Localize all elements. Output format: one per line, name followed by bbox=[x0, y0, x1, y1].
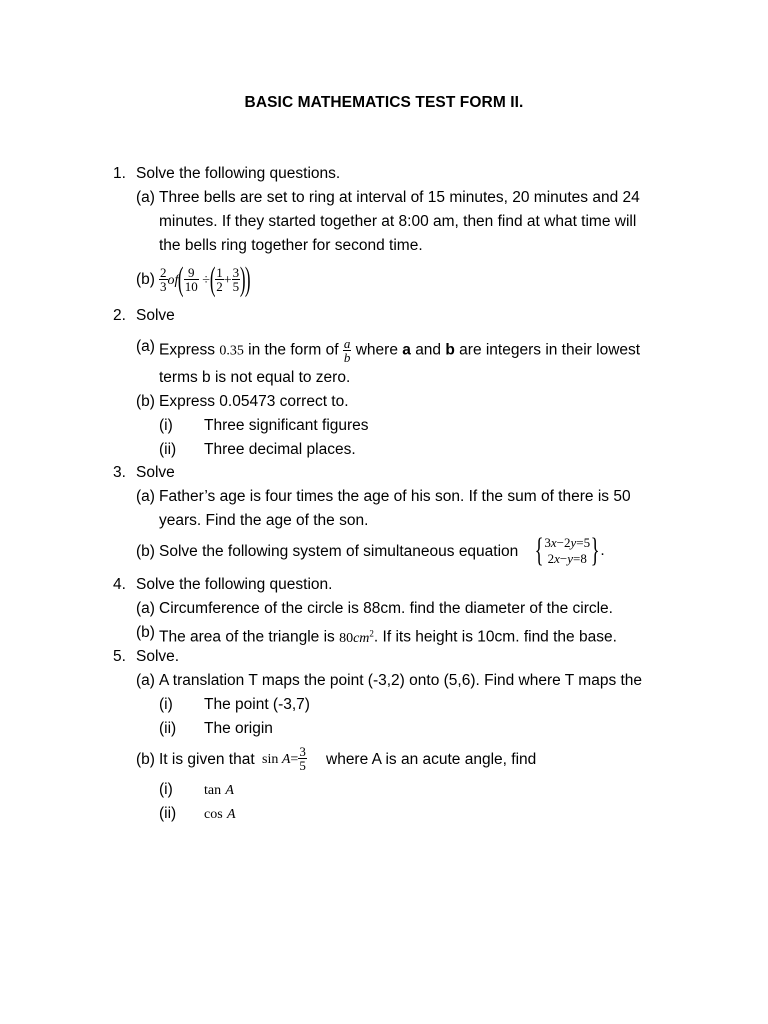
q3b-label: (b) bbox=[136, 543, 155, 560]
q2a-bold-a: a bbox=[402, 341, 411, 359]
q5b-sin-expression: sin A= $\frac{3}{5}$ bbox=[262, 744, 306, 774]
q4b-exp: 2 bbox=[369, 628, 374, 638]
q4-number: 4. bbox=[113, 576, 126, 593]
q2-text: Solve bbox=[136, 307, 175, 324]
q2b-label: (b) bbox=[136, 393, 155, 410]
q5b-i-fn: tan bbox=[204, 783, 222, 798]
q5a-ii-text: The origin bbox=[204, 720, 273, 737]
q1-number: 1. bbox=[113, 165, 126, 182]
q3a-line1: Father’s age is four times the age of his son. If the sum of there is 50 bbox=[159, 488, 631, 505]
q5a-ii-label: (ii) bbox=[159, 720, 177, 737]
q1a-label: (a) bbox=[136, 189, 155, 206]
q2a-label: (a) bbox=[136, 338, 155, 355]
q5b-ii-expr: cos A bbox=[204, 807, 236, 822]
q3b-text: Solve the following system of simultaneous equation bbox=[159, 543, 519, 560]
q4a-label: (a) bbox=[136, 600, 155, 617]
q4b-line bbox=[159, 623, 617, 649]
q5b-ii-label: (ii) bbox=[159, 805, 177, 822]
q2b-i-label: (i) bbox=[159, 417, 173, 434]
q5b-post: where A is an acute angle, find bbox=[326, 751, 537, 768]
q3a-label: (a) bbox=[136, 488, 155, 505]
q4a-text: Circumference of the circle is 88cm. find the diameter of the circle. bbox=[159, 600, 613, 617]
q2a-post2: are integers in their lowest bbox=[459, 341, 641, 359]
q2b-i-text: Three significant figures bbox=[204, 417, 369, 434]
q2a-mid: in the form of bbox=[248, 341, 339, 359]
q5a-label: (a) bbox=[136, 672, 155, 689]
frac-3-5-sin: $\frac{3}{5}$ bbox=[299, 744, 306, 774]
frac-2-3: $\frac{2}{3}$ bbox=[160, 265, 167, 295]
q4b-pre: The area of the triangle is bbox=[159, 628, 335, 646]
frac-a-b: $\frac{a}{b}$ bbox=[343, 336, 351, 365]
q3-text: Solve bbox=[136, 464, 175, 481]
q4b-area: 80 bbox=[339, 630, 354, 646]
q2a-and: and bbox=[415, 341, 442, 359]
q1a-line1: Three bells are set to ring at interval of 15 minutes, 20 minutes and 24 bbox=[159, 189, 640, 206]
q5a-i-text: The point (-3,7) bbox=[204, 696, 310, 713]
q5b-pre: It is given that bbox=[159, 751, 255, 768]
q1a-line2: minutes. If they started together at 8:00 am, then find at what time will bbox=[159, 213, 637, 230]
q2a-line1 bbox=[159, 337, 640, 364]
q2a-post1: where bbox=[355, 341, 398, 359]
q3a-line2: years. Find the age of the son. bbox=[159, 512, 369, 529]
q4-text: Solve the following question. bbox=[136, 576, 333, 593]
q2a-bold-b: b bbox=[445, 341, 455, 359]
q4b-label: (b) bbox=[136, 624, 155, 641]
equation-system: 3x−2y=5 2x−y=8 bbox=[544, 534, 591, 566]
q5a-text: A translation T maps the point (-3,2) onto (5,6). Find where T maps the bbox=[159, 672, 643, 689]
q5b-i-label: (i) bbox=[159, 781, 173, 798]
q2a-pre: Express bbox=[159, 341, 215, 359]
page-title: BASIC MATHEMATICS TEST FORM II. bbox=[244, 94, 524, 111]
q5b-label: (b) bbox=[136, 751, 155, 768]
q2a-line2: terms b is not equal to zero. bbox=[159, 369, 351, 386]
q2b-ii-text: Three decimal places. bbox=[204, 441, 356, 458]
q5b-i-expr: tan A bbox=[204, 783, 234, 798]
q1a-line3: the bells ring together for second time. bbox=[159, 237, 423, 254]
q1-text: Solve the following questions. bbox=[136, 165, 341, 182]
q5-number: 5. bbox=[113, 648, 126, 665]
frac-3-5: $\frac{3}{5}$ bbox=[232, 265, 240, 295]
q1b-label: (b) bbox=[136, 271, 155, 288]
q4b-post: . If its height is 10cm. find the base. bbox=[373, 628, 617, 646]
q2b-text: Express 0.05473 correct to. bbox=[159, 393, 349, 410]
q4b-unit: cm bbox=[353, 630, 370, 646]
q5b-ii-fn: cos bbox=[204, 807, 223, 822]
frac-1-2: $\frac{1}{2}$ bbox=[216, 265, 223, 295]
frac-9-10: $\frac{9}{10}$ bbox=[184, 265, 198, 295]
q3-number: 3. bbox=[113, 464, 126, 481]
q2b-ii-label: (ii) bbox=[159, 441, 177, 458]
q3b-system: { 3x−2y=5 2x−y=8 }. bbox=[534, 531, 605, 569]
q5-text: Solve. bbox=[136, 648, 180, 665]
q2-number: 2. bbox=[113, 307, 126, 324]
q1b-expression: $\frac{2}{3}$ of( $\frac{9}{10}$ ÷( $\frac{1}{2}$ + $\frac{3}{5}$ )) bbox=[160, 260, 251, 298]
q5a-i-label: (i) bbox=[159, 696, 173, 713]
q2a-value: 0.35 bbox=[219, 343, 244, 359]
